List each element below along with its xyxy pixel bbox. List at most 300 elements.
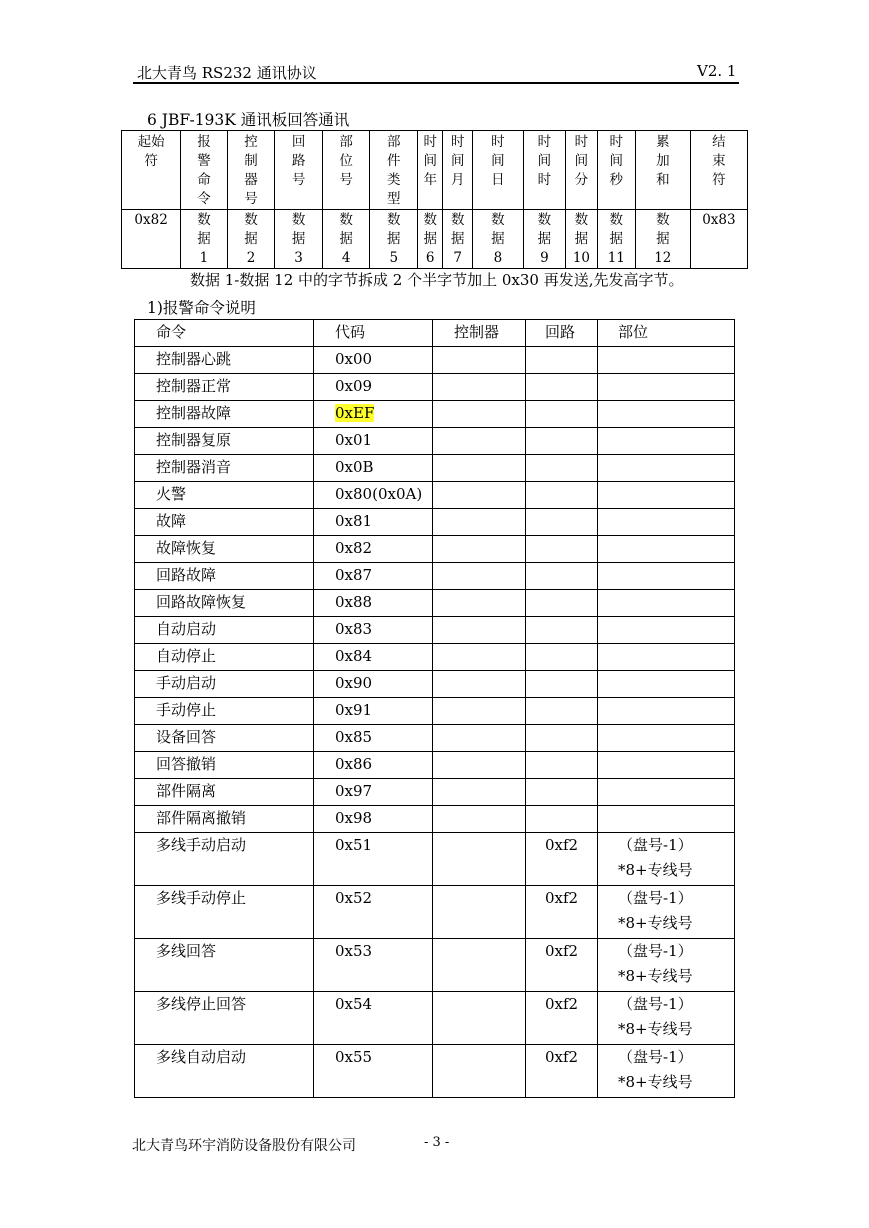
command-name-text: 控制器正常 (156, 377, 232, 395)
command-name (135, 563, 314, 590)
frame-header-text: 秒 (609, 172, 624, 188)
command-name-text: 控制器故障 (156, 404, 232, 422)
frame-data-text: 据 (450, 231, 465, 247)
command-code (314, 725, 433, 752)
command-code-text: 0x01 (335, 431, 373, 449)
frame-header-text: 和 (656, 172, 670, 188)
frame-header-text: 时 (609, 134, 624, 150)
command-row (135, 428, 735, 455)
command-name-text: 多线回答 (156, 942, 217, 960)
command-table-header (135, 320, 735, 347)
command-loop (526, 779, 598, 806)
frame-data-text: 3 (294, 250, 303, 266)
command-position-text: （盘号-1）*8+专线号 (618, 836, 693, 879)
command-name (135, 939, 314, 992)
section-title: 6 JBF-193K 通讯板回答通讯 (147, 111, 350, 129)
command-code-text: 0x97 (335, 782, 373, 800)
command-code-text: 0x55 (335, 1048, 373, 1066)
frame-data-text: 0x82 (134, 212, 168, 228)
frame-data-text: 12 (654, 250, 672, 266)
header-title: 北大青鸟 RS232 通讯协议 (137, 64, 317, 82)
command-controller (433, 563, 526, 590)
frame-header-row (122, 131, 748, 210)
command-name-text: 多线手动停止 (156, 889, 247, 907)
command-controller (433, 617, 526, 644)
footer-company: 北大青鸟环宇消防设备股份有限公司 (132, 1138, 356, 1154)
frame-data-text: 6 (425, 250, 435, 266)
command-position (598, 644, 735, 671)
command-code (314, 374, 433, 401)
command-position (598, 752, 735, 779)
command-row (135, 347, 735, 374)
command-position (598, 455, 735, 482)
frame-header-text: 令 (197, 191, 211, 207)
command-code (314, 886, 433, 939)
frame-data-cell (597, 210, 635, 269)
command-position (598, 482, 735, 509)
frame-header-cell (566, 131, 598, 210)
command-controller (433, 833, 526, 886)
command-controller (433, 455, 526, 482)
frame-data-cell (473, 210, 524, 269)
command-position (598, 992, 735, 1045)
command-row (135, 833, 735, 886)
frame-header-text: 间 (423, 153, 437, 169)
command-code (314, 455, 433, 482)
frame-header-text: 间 (537, 153, 552, 169)
command-name-text: 手动启动 (156, 674, 217, 692)
command-position (598, 1045, 735, 1098)
command-code-text: 0x09 (335, 377, 373, 395)
frame-header-text: 累 (656, 134, 670, 150)
command-position-text: （盘号-1）*8+专线号 (618, 889, 693, 932)
command-row (135, 617, 735, 644)
header-position: 部位 (598, 320, 735, 347)
command-controller (433, 590, 526, 617)
command-name (135, 536, 314, 563)
frame-data-text: 2 (246, 250, 256, 266)
frame-header-text: 加 (656, 153, 670, 169)
command-controller (433, 401, 526, 428)
frame-header-text: 型 (386, 191, 401, 207)
frame-header-cell (443, 131, 473, 210)
command-name (135, 617, 314, 644)
command-name-text: 故障恢复 (156, 539, 217, 557)
frame-header-text: 时 (450, 134, 465, 150)
frame-data-text: 据 (197, 231, 211, 247)
frame-header-cell (181, 131, 228, 210)
frame-data-text: 数 (537, 212, 552, 228)
frame-data-text: 数 (423, 212, 437, 228)
frame-header-text: 时 (491, 134, 505, 150)
command-controller (433, 725, 526, 752)
command-name (135, 833, 314, 886)
command-position (598, 347, 735, 374)
frame-header-text: 起始 (137, 134, 165, 150)
frame-data-text: 1 (199, 250, 209, 266)
frame-data-text: 据 (244, 231, 258, 247)
command-position (598, 779, 735, 806)
frame-header-text: 路 (291, 153, 306, 169)
frame-header-text: 件 (386, 153, 401, 169)
command-loop-text: 0xf2 (545, 889, 579, 907)
frame-header-cell (418, 131, 443, 210)
command-code-text: 0x80(0x0A) (335, 485, 423, 503)
frame-data-text: 11 (607, 250, 625, 266)
command-position (598, 806, 735, 833)
header-loop: 回路 (526, 320, 598, 347)
command-controller (433, 482, 526, 509)
command-name (135, 806, 314, 833)
command-section-title: 1)报警命令说明 (147, 299, 256, 317)
command-controller (433, 374, 526, 401)
command-name-text: 自动启动 (156, 620, 217, 638)
command-code-text: 0x90 (335, 674, 373, 692)
command-controller (433, 1045, 526, 1098)
command-name-text: 控制器消音 (156, 458, 232, 476)
frame-data-text: 数 (656, 212, 670, 228)
frame-data-text: 数 (197, 212, 211, 228)
frame-data-cell (523, 210, 565, 269)
frame-data-text: 数 (609, 212, 624, 228)
frame-header-text: 命 (197, 172, 211, 188)
command-name-text: 控制器心跳 (156, 350, 232, 368)
frame-data-text: 4 (341, 250, 351, 266)
command-table (134, 319, 735, 1098)
command-code (314, 671, 433, 698)
frame-data-text: 据 (291, 231, 306, 247)
command-name (135, 428, 314, 455)
frame-data-text: 据 (386, 231, 401, 247)
frame-header-text: 符 (144, 153, 158, 169)
frame-data-text: 10 (572, 250, 590, 266)
command-loop-text: 0xf2 (545, 1048, 579, 1066)
command-loop (526, 1045, 598, 1098)
command-code (314, 644, 433, 671)
command-row (135, 992, 735, 1045)
command-row (135, 779, 735, 806)
command-code (314, 482, 433, 509)
command-code (314, 509, 433, 536)
command-row (135, 374, 735, 401)
command-row (135, 455, 735, 482)
command-code-text: 0x86 (335, 755, 373, 773)
frame-data-row (122, 210, 748, 269)
frame-data-text: 数 (244, 212, 258, 228)
command-name-text: 手动停止 (156, 701, 217, 719)
frame-header-text: 间 (609, 153, 624, 169)
frame-header-text: 部 (386, 134, 401, 150)
command-name-text: 回路故障恢复 (156, 593, 247, 611)
frame-header-cell (473, 131, 524, 210)
command-position (598, 536, 735, 563)
frame-data-text: 据 (574, 231, 589, 247)
page-number: - 3 - (424, 1135, 450, 1150)
command-loop (526, 939, 598, 992)
command-position-text: （盘号-1）*8+专线号 (618, 1048, 693, 1091)
frame-header-text: 间 (450, 153, 465, 169)
frame-header-text: 号 (291, 172, 306, 188)
frame-data-cell (322, 210, 370, 269)
command-loop (526, 752, 598, 779)
command-row (135, 1045, 735, 1098)
command-name-text: 部件隔离撤销 (156, 809, 247, 827)
frame-data-text: 据 (609, 231, 624, 247)
frame-header-cell (275, 131, 323, 210)
frame-header-cell (635, 131, 690, 210)
command-position-text: （盘号-1）*8+专线号 (618, 995, 693, 1038)
command-position (598, 401, 735, 428)
frame-data-text: 据 (537, 231, 552, 247)
command-loop (526, 374, 598, 401)
command-loop (526, 698, 598, 725)
frame-header-text: 器 (244, 172, 258, 188)
command-code-text: 0x87 (335, 566, 373, 584)
command-name (135, 374, 314, 401)
frame-header-text: 结 (712, 134, 726, 150)
command-controller (433, 806, 526, 833)
command-controller (433, 992, 526, 1045)
frame-data-text: 7 (453, 250, 462, 266)
frame-header-text: 时 (537, 134, 552, 150)
command-code-text: 0x53 (335, 942, 373, 960)
frame-data-text: 数 (291, 212, 306, 228)
command-code (314, 833, 433, 886)
command-name-text: 自动停止 (156, 647, 217, 665)
command-code (314, 992, 433, 1045)
command-controller (433, 939, 526, 992)
command-row (135, 509, 735, 536)
frame-header-text: 间 (574, 153, 589, 169)
header-controller: 控制器 (433, 320, 526, 347)
command-controller (433, 509, 526, 536)
command-loop (526, 886, 598, 939)
command-loop-text: 0xf2 (545, 995, 579, 1013)
command-name (135, 347, 314, 374)
frame-header-text: 控 (244, 134, 258, 150)
command-loop (526, 617, 598, 644)
frame-data-text: 数 (450, 212, 465, 228)
command-row (135, 725, 735, 752)
command-code-text: 0x91 (335, 701, 373, 719)
command-name (135, 455, 314, 482)
frame-data-text: 8 (493, 250, 503, 266)
command-code (314, 563, 433, 590)
command-name (135, 886, 314, 939)
frame-header-text: 时 (574, 134, 589, 150)
command-position (598, 698, 735, 725)
frame-header-text: 部 (339, 134, 353, 150)
frame-data-cell (443, 210, 473, 269)
frame-data-text: 据 (656, 231, 670, 247)
frame-header-text: 分 (574, 172, 589, 188)
command-controller (433, 698, 526, 725)
command-position (598, 374, 735, 401)
command-name (135, 671, 314, 698)
command-code (314, 806, 433, 833)
command-row (135, 644, 735, 671)
frame-data-text: 据 (423, 231, 437, 247)
command-name-text: 故障 (156, 512, 187, 530)
frame-header-text: 时 (423, 134, 437, 150)
command-name-text: 设备回答 (156, 728, 217, 746)
frame-header-text: 报 (197, 134, 211, 150)
command-name (135, 1045, 314, 1098)
frame-header-text: 类 (386, 172, 401, 188)
command-name-text: 多线停止回答 (156, 995, 247, 1013)
encoding-note: 数据 1-数据 12 中的字节拆成 2 个半字节加上 0x30 再发送,先发高字节。 (190, 271, 684, 289)
command-controller (433, 644, 526, 671)
command-name (135, 698, 314, 725)
command-loop (526, 833, 598, 886)
command-position (598, 509, 735, 536)
command-controller (433, 886, 526, 939)
header-version: V2. 1 (697, 62, 737, 80)
command-controller (433, 347, 526, 374)
command-code-text: 0x85 (335, 728, 373, 746)
frame-data-text: 数 (491, 212, 505, 228)
command-position (598, 939, 735, 992)
command-name-text: 多线手动启动 (156, 836, 247, 854)
command-name-text: 回答撤销 (156, 755, 217, 773)
command-code (314, 536, 433, 563)
command-position (598, 886, 735, 939)
command-loop (526, 671, 598, 698)
command-controller (433, 671, 526, 698)
frame-data-text: 据 (491, 231, 505, 247)
command-code-text: 0x52 (335, 889, 373, 907)
frame-header-text: 年 (423, 172, 437, 188)
frame-header-text: 束 (712, 153, 726, 169)
command-name (135, 725, 314, 752)
command-loop-text: 0xf2 (545, 836, 579, 854)
command-controller (433, 779, 526, 806)
frame-header-cell (322, 131, 370, 210)
command-row (135, 886, 735, 939)
command-controller (433, 428, 526, 455)
command-code (314, 401, 433, 428)
header-command: 命令 (135, 320, 314, 347)
frame-data-text: 数 (574, 212, 589, 228)
command-code-text: 0x83 (335, 620, 373, 638)
command-name (135, 752, 314, 779)
frame-header-cell (370, 131, 418, 210)
command-row (135, 698, 735, 725)
command-name (135, 401, 314, 428)
frame-table (121, 130, 748, 269)
command-code-text: 0x98 (335, 809, 373, 827)
command-loop (526, 590, 598, 617)
command-loop (526, 563, 598, 590)
command-position (598, 563, 735, 590)
command-loop (526, 806, 598, 833)
command-name-text: 火警 (156, 485, 187, 503)
command-name (135, 509, 314, 536)
command-position (598, 671, 735, 698)
command-code (314, 617, 433, 644)
command-row (135, 939, 735, 992)
frame-data-cell (418, 210, 443, 269)
command-code-text: 0x00 (335, 350, 373, 368)
command-code-text: 0x51 (335, 836, 373, 854)
frame-header-text: 位 (339, 153, 353, 169)
frame-header-text: 制 (244, 153, 258, 169)
command-code-text: 0x0B (335, 458, 374, 476)
frame-header-cell (122, 131, 181, 210)
frame-data-cell (181, 210, 228, 269)
command-position (598, 833, 735, 886)
command-name (135, 992, 314, 1045)
frame-data-cell (370, 210, 418, 269)
frame-header-text: 警 (197, 153, 211, 169)
command-code (314, 347, 433, 374)
frame-data-text: 9 (540, 250, 549, 266)
command-code-text: 0x82 (335, 539, 373, 557)
frame-header-cell (227, 131, 275, 210)
frame-header-text: 号 (244, 191, 258, 207)
command-code (314, 1045, 433, 1098)
command-controller (433, 752, 526, 779)
frame-header-text: 号 (339, 172, 353, 188)
frame-header-cell (690, 131, 747, 210)
frame-data-cell (122, 210, 181, 269)
command-loop (526, 725, 598, 752)
command-name (135, 482, 314, 509)
command-code (314, 752, 433, 779)
command-position-text: （盘号-1）*8+专线号 (618, 942, 693, 985)
frame-header-text: 间 (491, 153, 505, 169)
command-row (135, 563, 735, 590)
command-name (135, 590, 314, 617)
command-controller (433, 536, 526, 563)
command-loop-text: 0xf2 (545, 942, 579, 960)
command-code (314, 698, 433, 725)
command-row (135, 671, 735, 698)
command-row (135, 482, 735, 509)
frame-header-text: 时 (537, 172, 552, 188)
command-loop (526, 347, 598, 374)
command-loop (526, 509, 598, 536)
frame-header-cell (523, 131, 565, 210)
command-loop (526, 992, 598, 1045)
command-loop (526, 428, 598, 455)
command-loop (526, 536, 598, 563)
command-name-text: 回路故障 (156, 566, 217, 584)
frame-header-text: 月 (450, 172, 465, 188)
command-position (598, 617, 735, 644)
frame-data-cell (275, 210, 323, 269)
command-row (135, 752, 735, 779)
frame-header-cell (597, 131, 635, 210)
frame-header-text: 日 (491, 172, 505, 188)
command-code-text: 0x84 (335, 647, 373, 665)
command-code-text: 0x81 (335, 512, 373, 530)
command-row (135, 536, 735, 563)
header-rule (133, 82, 739, 84)
command-code-text: 0x54 (335, 995, 373, 1013)
frame-data-text: 数 (386, 212, 401, 228)
command-name-text: 部件隔离 (156, 782, 217, 800)
command-code-text: 0x88 (335, 593, 373, 611)
header-code: 代码 (314, 320, 433, 347)
command-name-text: 控制器复原 (156, 431, 232, 449)
command-row (135, 401, 735, 428)
frame-data-text: 据 (339, 231, 353, 247)
command-loop (526, 482, 598, 509)
command-position (598, 428, 735, 455)
frame-data-text: 数 (339, 212, 353, 228)
command-row (135, 806, 735, 833)
